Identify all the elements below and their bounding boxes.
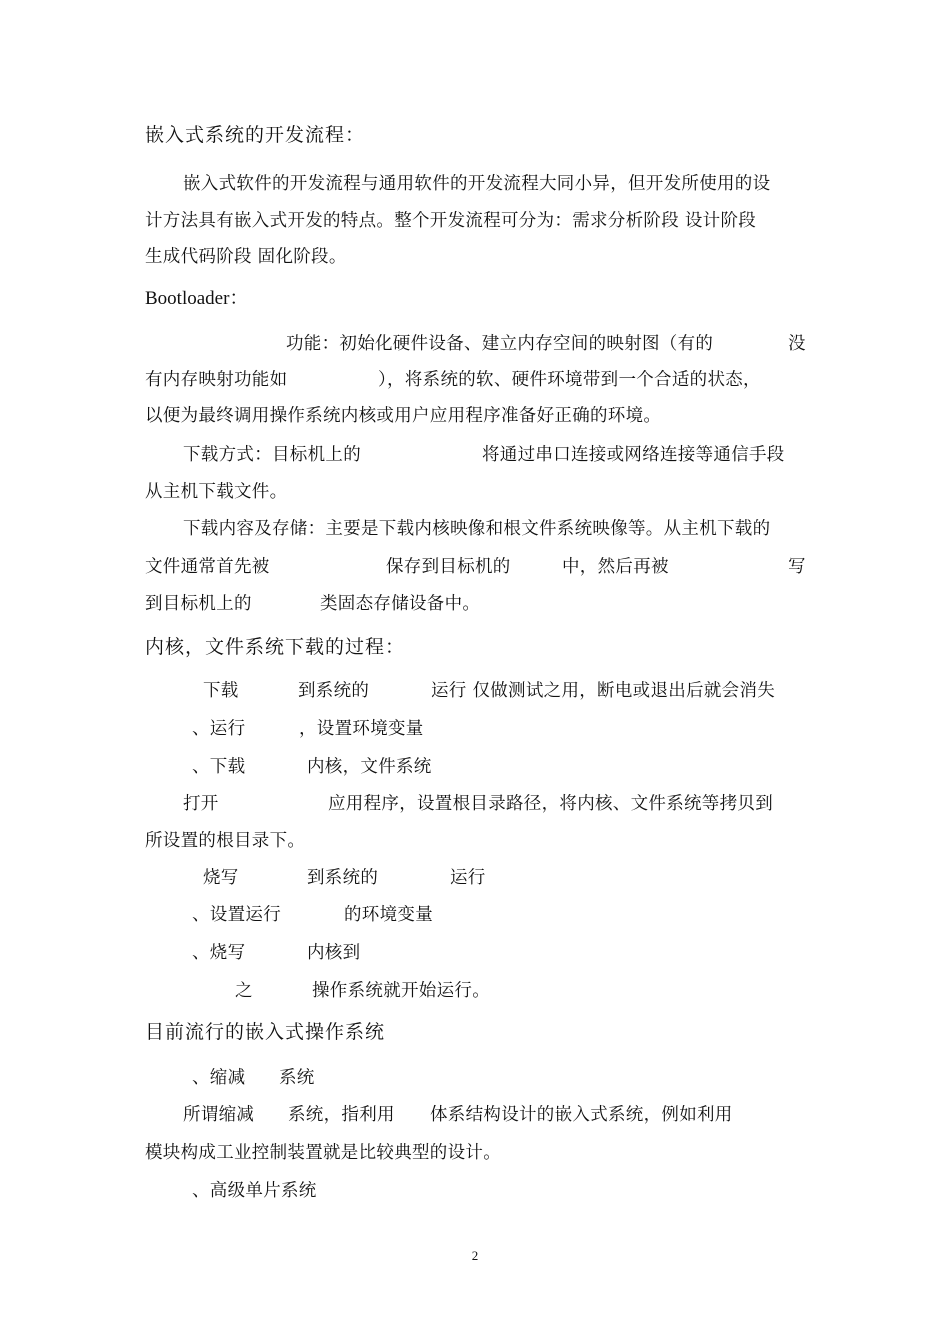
section-heading-download-process: 内核，文件系统下载的过程： — [145, 636, 406, 658]
text-segment: ），将系统的软、硬件环境带到一个合适的状态， — [378, 370, 761, 390]
text-segment: 应用程序，设置根目录路径，将内核、文件系统等拷贝到 — [328, 794, 773, 814]
text-segment: 文件通常首先被 — [145, 557, 270, 577]
section-heading-embedded-os: 目前流行的嵌入式操作系统 — [145, 1021, 386, 1043]
text-segment: 体系结构设计的嵌入式系统，例如利用 — [430, 1105, 733, 1125]
text-segment: 运行 — [450, 868, 486, 888]
page-number: 2 — [471, 1248, 479, 1263]
paragraph-line: 从主机下载文件。 — [145, 482, 288, 502]
text-segment: 下载 — [203, 681, 239, 701]
text-segment: 内核到 — [307, 943, 361, 963]
text-segment: 、烧写 — [192, 943, 246, 963]
text-segment: 到系统的 — [307, 868, 379, 888]
paragraph-line: 嵌入式软件的开发流程与通用软件的开发流程大同小异，但开发所使用的设 — [183, 174, 771, 194]
text-segment: 运行 仅做测试之用，断电或退出后就会消失 — [431, 681, 776, 701]
text-segment: 之 — [235, 981, 253, 1001]
paragraph-line: 计方法具有嵌入式开发的特点。整个开发流程可分为：需求分析阶段 设计阶段 — [145, 211, 757, 231]
text-segment: 、下载 — [192, 757, 246, 777]
text-segment: 、运行 — [192, 719, 246, 739]
text-segment: 没 — [788, 334, 806, 354]
text-segment: 中，然后再被 — [562, 557, 669, 577]
text-segment: 烧写 — [203, 868, 239, 888]
paragraph-line: 以便为最终调用操作系统内核或用户应用程序准备好正确的环境。 — [145, 406, 662, 426]
text-segment: 系统，指利用 — [288, 1105, 395, 1125]
text-segment: 保存到目标机的 — [386, 557, 511, 577]
text-segment: ，设置环境变量 — [299, 719, 424, 739]
text-segment: 内核，文件系统 — [307, 757, 432, 777]
section-heading-dev-flow: 嵌入式系统的开发流程： — [145, 124, 366, 146]
text-segment: 写 — [788, 557, 806, 577]
paragraph-line: 模块构成工业控制装置就是比较典型的设计。 — [145, 1143, 501, 1163]
text-segment: 的环境变量 — [344, 905, 433, 925]
text-segment: 打开 — [183, 794, 219, 814]
text-segment: 、缩减 — [192, 1068, 246, 1088]
text-segment: 下载方式：目标机上的 — [183, 445, 361, 465]
text-segment: 、设置运行 — [192, 905, 281, 925]
text-segment: 所谓缩减 — [183, 1105, 255, 1125]
text-segment: 类固态存储设备中。 — [320, 594, 481, 614]
text-segment: 有内存映射功能如 — [145, 370, 288, 390]
text-segment: 到目标机上的 — [145, 594, 252, 614]
step-line: 所设置的根目录下。 — [145, 831, 306, 851]
text-segment: 操作系统就开始运行。 — [312, 981, 490, 1001]
paragraph-line: 生成代码阶段 固化阶段。 — [145, 247, 347, 267]
paragraph-line: 、高级单片系统 — [192, 1181, 317, 1201]
text-segment: 功能：初始化硬件设备、建立内存空间的映射图（有的 — [286, 334, 714, 354]
text-segment: 将通过串口连接或网络连接等通信手段 — [482, 445, 785, 465]
text-segment: 系统 — [279, 1068, 315, 1088]
text-segment: 到系统的 — [298, 681, 370, 701]
paragraph-line: 下载内容及存储：主要是下载内核映像和根文件系统映像等。从主机下载的 — [183, 519, 771, 539]
section-heading-bootloader: Bootloader： — [145, 288, 249, 309]
